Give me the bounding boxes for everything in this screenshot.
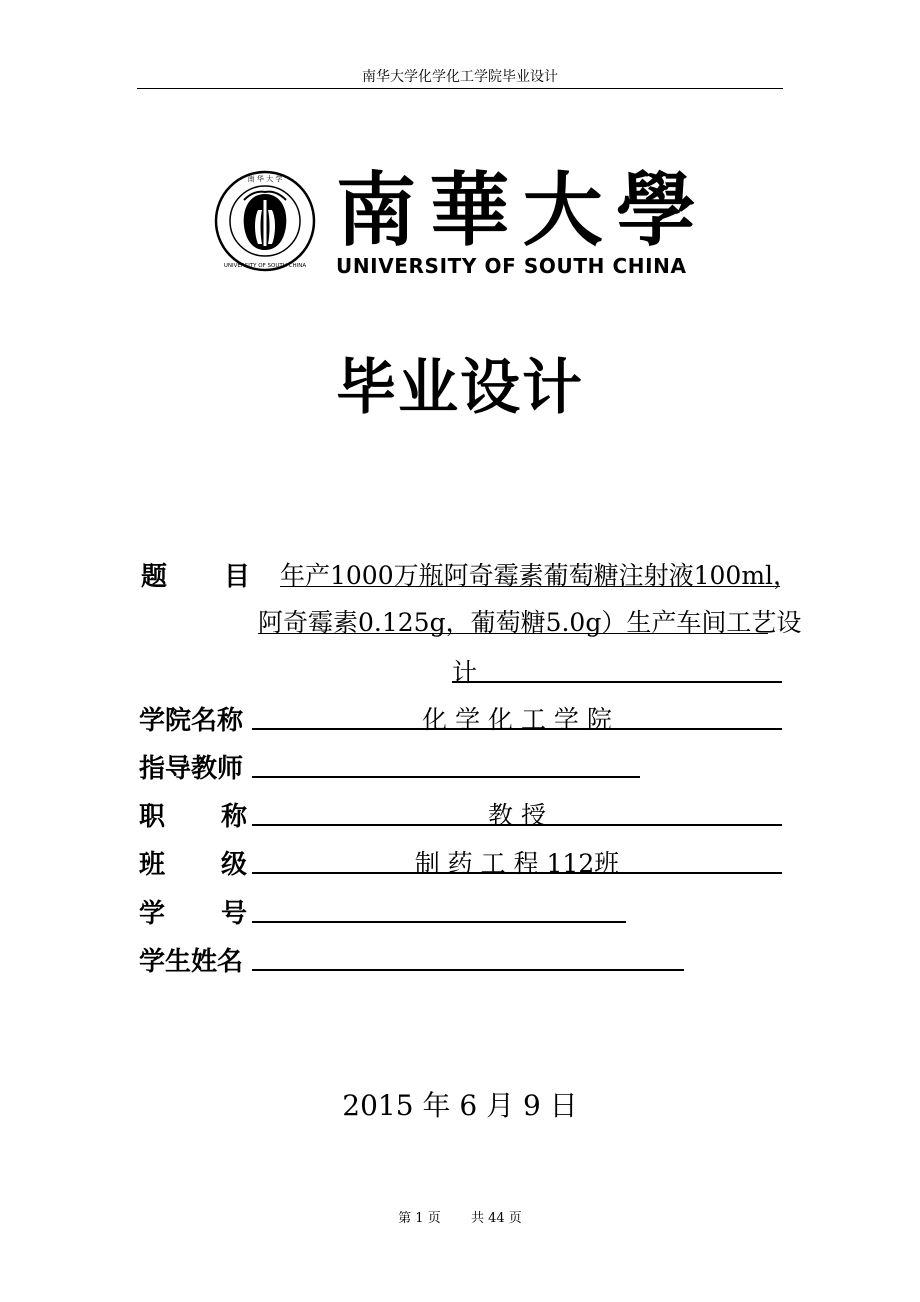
class-underline [252, 872, 782, 874]
university-english-name: UNIVERSITY OF SOUTH CHINA [336, 254, 687, 278]
college-value: 化 学 化 工 学 院 [422, 705, 612, 734]
univ-char-1: 南 [336, 163, 416, 257]
header-rule [137, 88, 783, 89]
university-emblem [214, 170, 316, 272]
topic-value-line3: 计 [452, 658, 478, 687]
topic-label-part2: 目 [224, 562, 251, 592]
page-number: 第 1 页 [398, 1211, 441, 1226]
student-name-underline [252, 969, 684, 971]
college-label: 学院名称 [139, 706, 244, 736]
topic-label-part1: 题 [141, 562, 168, 592]
title-rank-underline [252, 824, 782, 826]
college-underline [252, 728, 782, 730]
class-label-part1: 班 [139, 850, 166, 880]
emblem-seal-icon [214, 170, 316, 272]
class-label-part2: 级 [221, 850, 248, 880]
university-chinese-name [336, 162, 696, 258]
advisor-underline [252, 776, 640, 778]
document-title: 毕业设计 [336, 353, 584, 423]
title-rank-label-part1: 职 [139, 802, 166, 832]
topic-underline-3 [452, 681, 782, 683]
advisor-label: 指导教师 [139, 754, 244, 784]
emblem-top-text: 南 华 大 学 [247, 175, 283, 183]
student-id-label-part2: 号 [221, 899, 248, 929]
title-rank-value: 教 授 [488, 801, 546, 830]
topic-value-line2: 阿奇霉素0.125g，葡萄糖5.0g）生产车间工艺设 [258, 608, 802, 637]
page-footer [0, 1207, 920, 1226]
univ-char-2: 華 [429, 163, 510, 257]
topic-value-line1: 年产1000万瓶阿奇霉素葡萄糖注射液100ml， [280, 561, 799, 590]
student-name-label: 学生姓名 [139, 947, 244, 977]
student-id-underline [252, 921, 626, 923]
running-header: 南华大学化学化工学院毕业设计 [362, 69, 558, 85]
submission-date: 2015 年 6 月 9 日 [342, 1089, 578, 1122]
topic-underline-1 [280, 586, 780, 587]
student-id-label-part1: 学 [139, 899, 166, 929]
univ-char-4: 學 [615, 163, 696, 257]
univ-char-3: 大 [522, 163, 603, 257]
emblem-bottom-text: UNIVERSITY OF SOUTH CHINA [223, 263, 307, 269]
page-total: 共 44 页 [471, 1211, 522, 1226]
class-value: 制 药 工 程 112班 [414, 849, 620, 878]
title-rank-label-part2: 称 [221, 802, 248, 832]
topic-underline-2 [258, 633, 768, 634]
